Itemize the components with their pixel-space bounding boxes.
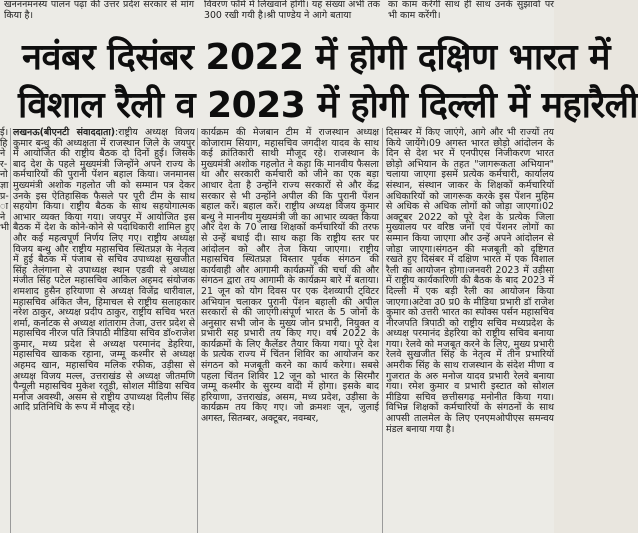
column-rule xyxy=(382,128,383,533)
article-column-1 xyxy=(13,128,195,533)
top-strip-col-1: खनननमनस्य पालन पढ़ा की उत्तर प्रदेश सरकार से मांग किया है। xyxy=(4,0,194,21)
article-column-3: दिसम्बर में किए जाएंगे, आगे और भी राज्यों तय किये जायेंगे।09 अगस्त भारत छोड़ो आंदोलन के दिन से देश भर में एनपीएस निजीकरण भारत छोड़ो अभियान के तहत "जागरूकता अभियान" चलाया जाएगा इसमें प्रत्येक कर्मचारी, कार्यालय संस्थान, संस्थान जाकर के शिक्षकों कर्मचारियों अधिकारियों को जागरूक करके इस पेंशन मुहिम से अधिक से अधिक लोगों को जोड़ा जाएगा।02 अक्टूबर 2022 को पूरे देश के प्रत्येक जिला मुख्यालय पर वरिष्ठ जनों एवं पेंशनर लोगों का सम्मान किया जाएगा और उन्हें अपने आंदोलन से जोड़ा जाएगा।संगठन की मजबूती को दृष्टिगत रखते हुए दिसंबर में दक्षिण भारत में एक विशाल रैली का आयोजन होगा।जनवरी 2023 में उड़ीसा में राष्ट्रीय कार्यकारिणी की बैठक के बाद 2023 में दिल्ली में एक बड़ी रैली का आयोजन किया जाएगा।अटेवा उ0 प्र0 के मीडिया प्रभारी डॉ राजेश कुमार को उत्तरी भारत का स्पोक्स पर्सन महासचिव नीरजपति त्रिपाठी को राष्ट्रीय सचिव मध्यप्रदेश के अध्यक्ष परमानंद डेहरिया को राष्ट्रीय सचिव बनाया गया। रेलवे को मजबूत करने के लिए, मुख्य प्रभारी रेलवे सुखजीत सिंह के नेतृत्व में तीन प्रभारियों अमरीक सिंह के साथ राजस्थान के संदेश मीणा व गुजरात के अरु मनोज यादव प्रभारी रेलवे बनाया गया। रमेश कुमार व प्रभारी इस्टात को सोशल मीडिया सचिव छत्तीसगढ़ मनोनीत किया गया।विभिन्न शिक्षकों कर्मचारियों के संगठनों के साथ आपसी तालमेल के लिए एनएमओपीएस समन्वय मंडल बनाया गया है। xyxy=(386,127,554,435)
headline-line-1: नवंबर दिसंबर 2022 में होगी दक्षिण भारत में xyxy=(22,37,611,78)
top-strip-col-2: विवरण फॉर्म में लिखवाने होंगी। यह संख्या अभी तक 300 रखी गयी है।श्री पाण्डेय ने आगे बताया xyxy=(204,0,380,21)
top-strip xyxy=(0,0,554,30)
column-rule xyxy=(197,128,198,533)
article-column-2: कार्यक्रम की मेजबान टीम में राजस्थान अध्यक्ष कोजाराम सियाग, महासचिव जगदीश यादव के साथ कई क्रांतिकारी साथी मौजूद रहे। राजस्थान के मुख्यमंत्री अशोक गहलोत ने कहा कि मानवीय फैसला था और सरकारी कर्मचारी को जीने का एक बड़ा आधार देता है उन्होंने राज्य सरकारों से और केंद्र सरकार से भी उन्होंने अपील की कि पुरानी पेंशन बहाल करें। बहाल करें। राष्ट्रीय अध्यक्ष विजय कुमार बन्धु ने माननीय मुख्यमंत्री जी का आभार व्यक्त किया और देश के 70 लाख शिक्षकों कर्मचारियों की तरफ से उन्हें बधाई दी। साथ कहा कि राष्ट्रीय स्तर पर आंदोलन को और तेज किया जाएगा। राष्ट्रीय महासचिव स्थितप्रज्ञ विस्तार पूर्वक संगठन की कार्यवाही और आगामी कार्यक्रमों की चर्चा की और संगठन द्वारा तय आगामी के कार्यक्रम बारे में बताया। 21 जून को योग दिवस पर एक देशव्यापी ट्विटर अभियान चलाकर पुरानी पेंशन बहाली की अपील सरकारों से की जाएगी।संपूर्ण भारत के 5 जोनों के अनुसार सभी जोन के मुख्य जोन प्रभारी, नियुक्त व प्रभारी सह प्रभारी तय किए गए। वर्ष 2022 के कार्यक्रमों के लिए कैलेंडर तैयार किया गया। पूरे देश के प्रत्येक राज्य में चिंतन शिविर का आयोजन कर संगठन को मजबूती करने का कार्य करेगा। सबसे पहला चिंतन शिविर 12 जून को भारत के सिरमौर जम्मू कश्मीर के सुरम्य वादी में होगा। इसके बाद हरियाणा, उत्तराखंड, असम, मध्य प्रदेश, उड़ीसा के कार्यक्रम तय किए गए। जो क्रमशः जून, जुलाई अगस्त, सितम्बर, अक्टूबर, नवम्बर, xyxy=(201,127,379,425)
headline-line-2: विशाल रैली व 2023 में होगी दिल्ली में महारैली xyxy=(18,85,638,126)
left-column-stub: ई। हि ने र- नो ज्ञा प्र- ा ने भी xyxy=(0,127,10,234)
byline: लखनऊ(बीएनटी संवाददाता) xyxy=(13,127,116,138)
column-rule xyxy=(10,128,11,533)
article-column-1-text: :राष्ट्रीय अध्यक्ष विजय कुमार बन्धु की अध्यक्षता में राजस्थान जिले के जयपुर में आयोजित की राष्ट्रीय बैठक दो दिनों हुई। जिसके बाद देश के पहले मुख्यमंत्री जिन्होंने अपने राज्य के कर्मचारियों की पुरानी पेंशन बहाल किया। जनमानस मुख्यमंत्री अशोक गहलोत जी को सम्मान पत्र देकर उनके इस ऐतिहासिक फैसले पर पूरी टीम के साथ सहयोग किया। राष्ट्रीय बैठक के साथ सहयोगात्मक आभार व्यक्त किया गया। जयपुर में आयोजित इस बैठक में देश के कोने-कोने से पदाधिकारी शामिल हुए और कई महत्वपूर्ण निर्णय लिए गए। राष्ट्रीय अध्यक्ष विजय बन्धु और राष्ट्रीय महासचिव स्थितप्रज्ञ के नेतृत्व में हुई बैठक में पंजाब से सचिव उपाध्यक्ष सुखजीत सिंह तेलंगाना से उपाध्यक्ष स्थान एडवी से अध्यक्ष मंजीत सिंह पटेल महासचिव आकिल अहमद संयोजक शमशाद हुसैन हरियाणा से अध्यक्ष विजेंद्र धारीवाल, महासचिव अंकित जैन, हिमाचल से राष्ट्रीय सलाहकार नरेश ठाकुर, अध्यक्ष प्रदीप ठाकुर, राष्ट्रीय सचिव भरत शर्मा, कर्नाटक से अध्यक्ष शांताराम तेजा, उत्तर प्रदेश से महासचिव नीरज पति त्रिपाठी मीडिया सचिव डॉ०राजेश कुमार, मध्य प्रदेश से अध्यक्ष परमानंद डेहरिया, महासचिव खाकक रहाना, जम्मू कश्मीर से अध्यक्ष अहमद खान, महासचिव मलिक रफीक, उड़ीसा से अध्यक्ष विजय मल्ल, उत्तराखंड से अध्यक्ष जीतमणि पैन्यूली महासचिव मुकेश रतूड़ी, सोशल मीडिया सचिव मनोज अवस्थी, असम से राष्ट्रीय उपाध्यक्ष दिलीप सिंह आदि प्रतिनिधि के रूप में मौजूद रहे। xyxy=(13,127,195,414)
top-strip-col-3: का काम करेंगी साथ ही साथ उनके सुझावों पर भी काम करेंगी। xyxy=(388,0,554,21)
article-body xyxy=(0,128,554,533)
